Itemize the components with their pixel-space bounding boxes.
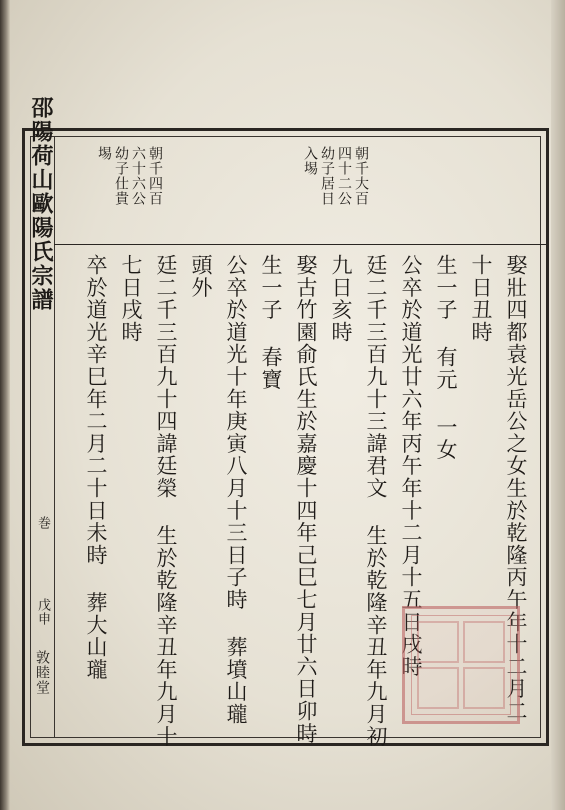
header-note-line: 幼子仕貴 xyxy=(113,146,129,206)
body-column: 九日亥時 xyxy=(329,254,353,344)
volume-mark: 巻 xyxy=(35,516,50,530)
header-note-line: 埸 xyxy=(96,146,112,161)
book-title: 邵陽荷山歐陽氏宗譜 xyxy=(28,96,54,312)
body-column: 娶古竹園俞氏生於嘉慶十四年己巳七月廿六日卯時 xyxy=(294,254,318,745)
binding-edge xyxy=(0,0,10,810)
header-note-line: 四十二公 xyxy=(336,146,352,206)
body-column: 七日戌時 xyxy=(119,254,143,344)
section-label: 戊申 xyxy=(35,598,50,626)
body-column: 公卒於道光廿六年丙午年十二月十五日戌時 xyxy=(399,254,423,678)
header-note-line: 朝千大百 xyxy=(353,146,369,206)
body-column: 十日丑時 xyxy=(469,254,493,344)
body-column: 生一子 有元 一女 xyxy=(434,254,458,461)
body-column: 公卒於道光十年庚寅八月十三日子時 葬墳山瓏 xyxy=(224,254,248,726)
hall-name: 敦睦堂 xyxy=(34,650,50,695)
body-column: 卒於道光辛巳年二月二十日未時 葬大山瓏 xyxy=(84,254,108,681)
collector-seal xyxy=(402,606,520,724)
header-note-line: 幼子居日 xyxy=(319,146,335,206)
header-note-line: 朝千四百 xyxy=(147,146,163,206)
page-edge xyxy=(551,0,565,810)
body-column: 娶壯四都袁光岳公之女生於乾隆丙午年十二月二 xyxy=(504,254,528,723)
body-column: 廷二千三百九十三諱君文 生於乾隆辛丑年九月初 xyxy=(364,254,388,748)
body-column: 生一子 春寶 xyxy=(259,254,283,391)
header-note-line: 入埸 xyxy=(302,146,318,176)
header-note-line: 六十六公 xyxy=(130,146,146,206)
header-rule xyxy=(54,244,548,245)
body-column: 頭外 xyxy=(189,254,213,299)
body-column: 廷二千三百九十四諱廷榮 生於乾隆辛丑年九月十 xyxy=(154,254,178,748)
